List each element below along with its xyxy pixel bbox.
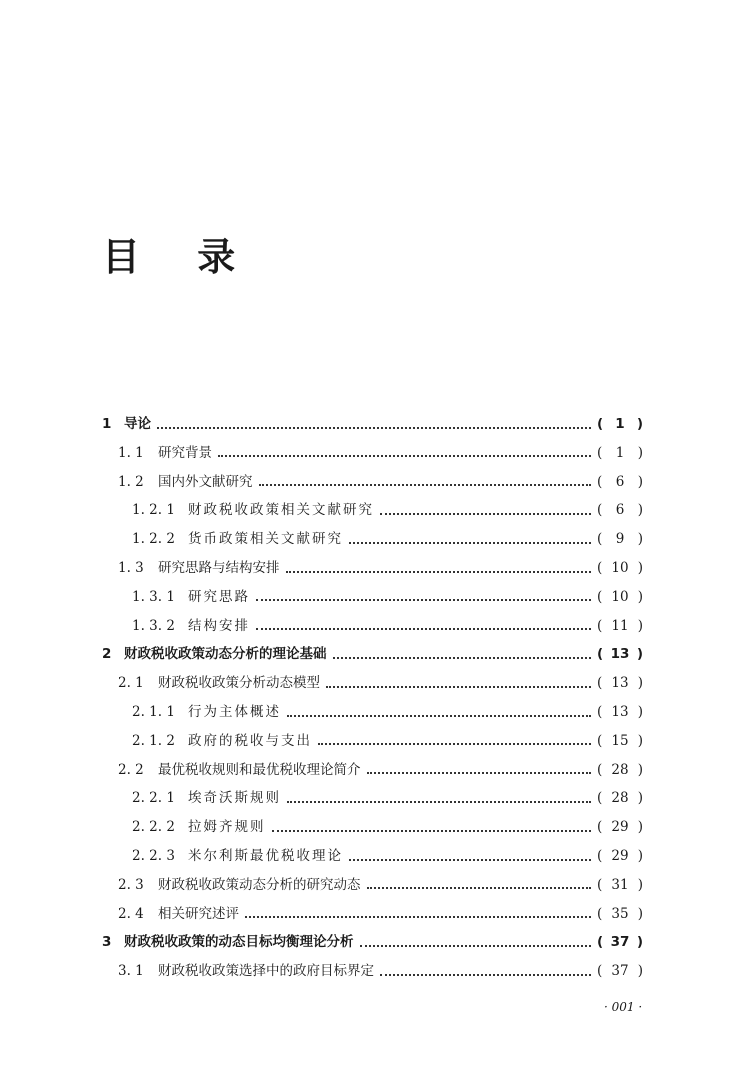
toc-entry-page-number: 37 (611, 963, 629, 980)
toc-entry-page: ( 1 ) (597, 439, 643, 467)
toc-leader-dots (318, 742, 591, 745)
toc-entry[interactable] (132, 525, 643, 553)
toc-entry-page-number: 9 (615, 531, 625, 548)
toc-entry-page: ( 11 ) (597, 612, 643, 640)
toc-entry[interactable] (132, 842, 643, 870)
toc-entry-number: 2. 2. 3 (132, 848, 175, 864)
toc-entry-page-number: 11 (611, 617, 629, 634)
toc-entry[interactable] (118, 957, 643, 985)
toc-entry-number: 1 (102, 416, 112, 432)
toc-entry-page-number: 28 (611, 761, 629, 778)
toc-entry-title: 行为主体概述 (188, 704, 281, 720)
toc-entry-page: ( 28 ) (597, 756, 643, 784)
toc-leader-dots (245, 915, 591, 918)
toc-entry-title: 财政税收政策分析动态模型 (158, 675, 320, 692)
toc-leader-dots (380, 973, 591, 976)
page-title: 目 录 (102, 235, 258, 279)
toc-entry-page-number: 6 (615, 502, 625, 519)
toc-leader-dots (256, 627, 591, 630)
toc-entry-number: 1. 2 (118, 473, 144, 490)
toc-entry[interactable] (102, 410, 643, 438)
toc-leader-dots (333, 656, 592, 659)
toc-entry-page: ( 37 ) (597, 957, 643, 985)
toc-entry-title: 政府的税收与支出 (188, 732, 312, 749)
toc-entry-page-number: 13 (610, 646, 630, 663)
toc-entry-page: ( 1 ) (597, 410, 643, 438)
toc-entry-page-number: 28 (611, 790, 629, 807)
toc-entry-page: ( 31 ) (597, 871, 643, 899)
toc-entry[interactable] (118, 900, 643, 928)
toc-entry-page-number: 37 (610, 934, 630, 951)
toc-entry[interactable] (132, 698, 643, 726)
toc-entry[interactable] (132, 813, 643, 841)
toc-entry-page: ( 9 ) (597, 525, 643, 553)
page-number: · 001 · (604, 1000, 643, 1014)
toc-entry-number: 1. 1 (118, 444, 144, 461)
toc-entry-page: ( 29 ) (597, 842, 643, 870)
toc-entry-page: ( 29 ) (597, 813, 643, 841)
toc-entry-title: 研究思路 (188, 588, 250, 605)
toc-entry[interactable] (102, 640, 643, 668)
toc-entry-page: ( 35 ) (597, 900, 643, 928)
toc-entry-title: 导论 (124, 416, 151, 432)
toc-entry-page: ( 10 ) (597, 554, 643, 582)
toc-entry-number: 2 (102, 646, 112, 663)
toc-entry-title: 最优税收规则和最优税收理论简介 (158, 761, 361, 778)
toc-entry-page-number: 1 (615, 416, 625, 432)
toc-leader-dots (349, 541, 591, 544)
toc-entry[interactable] (118, 756, 643, 784)
toc-entry-number: 1. 3. 2 (132, 617, 175, 634)
toc-entry-page: ( 37 ) (597, 928, 643, 956)
toc-entry-title: 财政税收政策的动态目标均衡理论分析 (124, 934, 354, 951)
toc-entry-page-number: 6 (615, 473, 625, 490)
toc-entry-page-number: 31 (611, 876, 629, 893)
toc-entry-page: ( 10 ) (597, 583, 643, 611)
toc-entry-title: 研究背景 (158, 444, 212, 461)
toc-entry-number: 3. 1 (118, 963, 144, 980)
toc-entry-page-number: 29 (611, 848, 629, 864)
toc-entry-page: ( 13 ) (597, 669, 643, 697)
toc-leader-dots (380, 512, 591, 515)
toc-entry-page: ( 13 ) (597, 640, 643, 668)
toc-entry[interactable] (132, 583, 643, 611)
toc-entry-page-number: 10 (611, 560, 629, 576)
toc-entry-number: 1. 3. 1 (132, 588, 175, 605)
toc-entry-page: ( 15 ) (597, 727, 643, 755)
toc-entry-number: 2. 1. 1 (132, 704, 175, 720)
toc-entry-title: 结构安排 (188, 617, 250, 634)
toc-entry-title: 米尔利斯最优税收理论 (188, 848, 343, 864)
toc-leader-dots (286, 570, 592, 573)
toc-entry[interactable] (132, 612, 643, 640)
toc-leader-dots (256, 598, 591, 601)
toc-entry-title: 财政税收政策动态分析的理论基础 (124, 646, 327, 663)
toc-entry-page-number: 15 (611, 732, 629, 749)
toc-leader-dots (287, 714, 591, 717)
toc-entry-number: 2. 3 (118, 876, 144, 893)
toc-entry[interactable] (118, 554, 643, 582)
toc-entry-title: 货币政策相关文献研究 (188, 531, 343, 548)
toc-entry[interactable] (132, 784, 643, 812)
toc-entry-number: 1. 2. 1 (132, 502, 175, 519)
toc-entry-page-number: 10 (611, 588, 629, 605)
toc-entry-number: 2. 4 (118, 905, 144, 922)
toc-entry-number: 2. 2. 2 (132, 819, 175, 836)
toc-entry-number: 1. 3 (118, 560, 144, 576)
toc-leader-dots (326, 685, 591, 688)
toc-entry-page-number: 29 (611, 819, 629, 836)
toc-entry-page: ( 13 ) (597, 698, 643, 726)
toc-entry-title: 财政税收政策动态分析的研究动态 (158, 876, 361, 893)
toc-entry-number: 2. 1 (118, 675, 144, 692)
toc-entry-number: 2. 1. 2 (132, 732, 175, 749)
toc-entry[interactable] (118, 871, 643, 899)
toc-entry-number: 1. 2. 2 (132, 531, 175, 548)
toc-leader-dots (157, 426, 591, 429)
toc-leader-dots (349, 858, 591, 861)
toc-entry-title: 埃奇沃斯规则 (188, 790, 281, 807)
toc-leader-dots (367, 771, 592, 774)
toc-entry-number: 2. 2. 1 (132, 790, 175, 807)
toc-entry-page: ( 28 ) (597, 784, 643, 812)
toc-entry-page-number: 13 (611, 675, 629, 692)
toc-entry-title: 拉姆齐规则 (188, 819, 266, 836)
toc-entry-title: 财政税收政策选择中的政府目标界定 (158, 963, 374, 980)
toc-entry-page: ( 6 ) (597, 496, 643, 524)
toc-entry-page-number: 13 (611, 704, 629, 720)
toc-entry-number: 3 (102, 934, 112, 951)
toc-entry[interactable] (132, 727, 643, 755)
toc-entry[interactable] (102, 928, 643, 956)
toc-leader-dots (367, 886, 592, 889)
toc-entry-title: 财政税收政策相关文献研究 (188, 502, 374, 519)
toc-entry-title: 相关研究述评 (158, 905, 239, 922)
toc-entry-title: 国内外文献研究 (158, 473, 253, 490)
toc-entry[interactable] (118, 439, 643, 467)
toc-entry-title: 研究思路与结构安排 (158, 560, 280, 576)
toc-leader-dots (360, 944, 592, 947)
toc-entry-page-number: 35 (611, 905, 629, 922)
toc-leader-dots (218, 454, 591, 457)
toc-leader-dots (272, 829, 592, 832)
toc-entry-page: ( 6 ) (597, 468, 643, 496)
toc-entry[interactable] (118, 468, 643, 496)
toc-entry[interactable] (132, 496, 643, 524)
toc-leader-dots (259, 483, 592, 486)
toc-entry[interactable] (118, 669, 643, 697)
toc-entry-number: 2. 2 (118, 761, 144, 778)
toc-entry-page-number: 1 (615, 444, 625, 461)
toc-leader-dots (287, 800, 591, 803)
